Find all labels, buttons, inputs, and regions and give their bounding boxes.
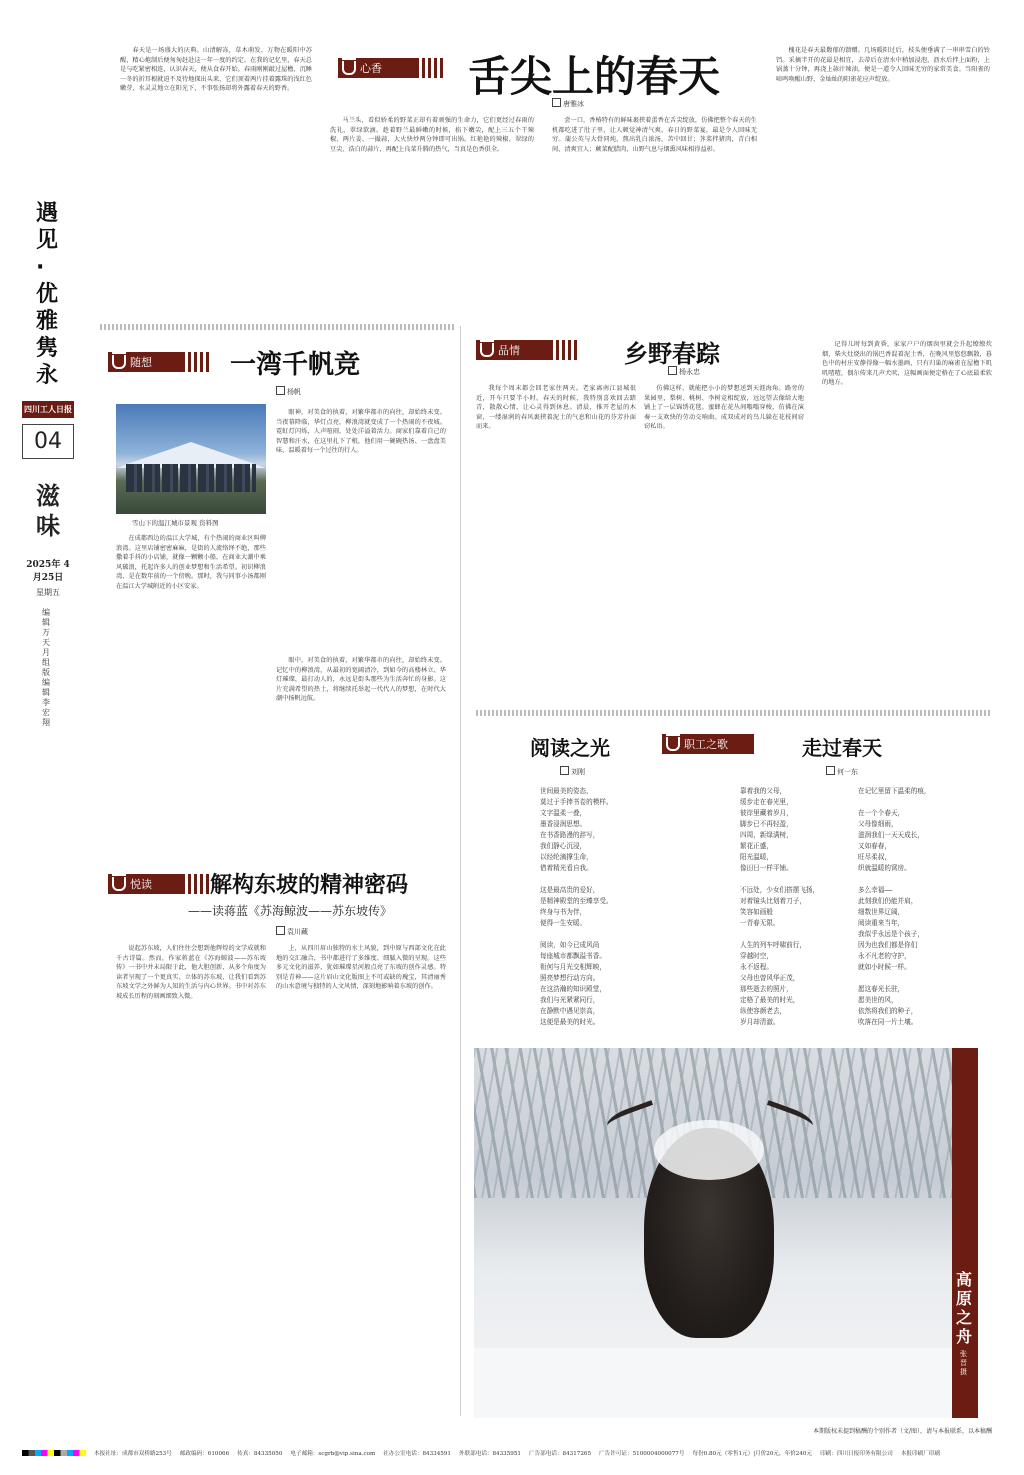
yak-photo-credit: 张晋摄	[960, 1350, 967, 1376]
footer-ads: 广告部电话：84317265	[528, 1451, 592, 1457]
stripes-decoration	[182, 874, 210, 894]
wanderer-byline: 杨帆	[276, 386, 301, 397]
city-photo-caption: 雪山下的温江城市景观 资料图	[132, 519, 219, 527]
top-divider	[100, 324, 456, 330]
reading-poem-title: 阅读之光	[530, 736, 610, 760]
village-title: 乡野春踪	[624, 340, 720, 368]
footer-proof: 本报印刷厂印刷	[900, 1451, 940, 1457]
footer-fax: 传真：84335050	[237, 1451, 283, 1457]
center-divider	[460, 326, 461, 1416]
wanderer-col-2: 眼神，对美食的执着，对繁华都市的向往，却始终未变。当夜幕降临，华灯点亮，柳浪湾就变成了一个热闹的不夜城。霓虹灯闪烁，人声喧闹，处处洋溢着活力。商家们靠着自己的智慧和汗水，在这里扎下了根，他们用一碗碗热汤、一盘盘美味，温暖着每一个过往的行人。	[276, 409, 446, 455]
village-byline: 杨永忠	[668, 366, 700, 377]
spring-col-1: 春天是一场盛大的庆典。山清解冻，草木萌发，万物在暖阳中苏醒，精心炮制后便匆匆赶赴这一年一度的约定。在我的记忆里，春天总是与吃紧密相连，认识春天，便从食春开始。春雨刚刚敲过屋檐，沉睡一冬的折耳根就迫不及待地探出头来，它们顶着两片挂着露珠的浅红色嫩芽，水灵灵地立在阳光下，不事张扬却将外露着春天的野香。	[120, 47, 312, 93]
spring-badge: 心香	[338, 58, 416, 78]
wanderer-col-1: 在成都西边的温江大学城，有个热闹的商业区叫柳浪湾。这里店铺密密麻麻，是街的人流络绎不绝，那些撒着手抖的小店铺，就像一颗颗小船，在商业大潮中乘风破浪，托起许多人的创业梦想和生活希望。初识柳浪湾，是在数年前的一个傍晚。那时，我与同事小汤都刚在温江大学城附近的小区安家。	[116, 535, 266, 590]
stripes-decoration	[550, 340, 578, 360]
walk-poem-byline: 何一东	[826, 766, 858, 777]
footer-bar	[22, 1446, 992, 1460]
village-col-1: 我每个周末都会回老家住两天。老家离南江县城很近，开车只要半小时。春天的时候，我特别喜欢回去踏青，散散心情，让心灵得到休息。清晨，推开老屋的木窗，一缕湿润的春风裹挟着泥土的气息和山花的芬芳扑面而来。	[476, 385, 636, 431]
teacup-icon	[342, 61, 356, 75]
teacup-icon	[112, 355, 126, 369]
section-title: 遇见·优雅隽永	[36, 201, 59, 388]
dongpo-byline: 袁川藏	[276, 926, 308, 937]
dongpo-badge: 悦读	[108, 874, 182, 894]
newspaper-logo: 四川工人日报	[22, 401, 74, 418]
worker-song-badge: 职工之歌	[662, 734, 754, 754]
stripes-decoration	[182, 352, 210, 372]
teacup-icon	[480, 343, 494, 357]
spring-title: 舌尖上的春天	[468, 52, 721, 101]
spring-byline: 唐雅冰	[552, 98, 584, 109]
footer-print: 印刷：四川日报印务有限公司	[820, 1451, 893, 1457]
dongpo-subtitle: ——读蒋蓝《苏海鲸波——苏东坡传》	[188, 904, 393, 918]
footer-outside: 外联部电话：84335951	[458, 1451, 521, 1457]
footer-price: 每份0.80元（零售1元）|月价20元，年价240元	[692, 1451, 813, 1457]
spring-col-2: 马兰头，看似娇柔的野菜正却有着顽强的生命力，它们更经过春雨的洗礼，翠绿欲滴。趁着野兰最鲜嫩的时候，掐下嫩尖，配上三五个干辣椒、两片姜、一撮蒜，大火快炒两分钟即可出锅。红艳艳的辣椒、翠绿的豆尖、浩白的蒜片，再配上良菜升腾的热气，当真是色香俱全。	[330, 117, 534, 153]
wanderer-col-3: 眼中，对美食的执着，对繁华都市的向往，却始终未变。记忆中的柳浪湾，从最初的宽阔清冷，到如今的高楼林立、华灯璀璨，最打动人的，永远是街头那些为生活奔忙的身影。这片充满希望的热土，将继续托举起一代代人的梦想，在时代大潮中扬帆远航。	[276, 657, 446, 703]
issue-date: 2025年 4月25日	[26, 560, 70, 583]
page-number: 04	[22, 424, 74, 459]
footer-address: 本报社址：成都市双桥路253号	[94, 1451, 172, 1457]
village-col-3: 记得儿时每到黄昏，家家户户的烟囱里就会升起缭缭炊烟，柴火灶烧出的锅巴香混着泥土香，在晚风里悠悠飘散，暮色中的村庄安静得像一幅水墨画，只有归巢的麻雀在屋檐下叽叽喳喳，偶尔传来几声犬吠，这幅画面便定格在了心底最柔软的地方。	[822, 341, 992, 387]
yak-snow-cover	[654, 1120, 764, 1180]
teacup-icon	[112, 877, 126, 891]
wanderer-title: 一湾千帆竞	[230, 350, 361, 380]
color-marks	[22, 1450, 86, 1456]
issue-weekday: 星期五	[36, 588, 60, 597]
editor-credits: 编辑 万天月 组版编辑 李宏翔	[42, 608, 50, 727]
stripes-decoration	[416, 58, 444, 78]
spring-col-3: 尝一口，香椿特有的鲜味裹挟着蛋香在舌尖绽放，仿佛把整个春天的生机都吃进了肚子里，让人顿觉神清气爽。春日的野菜宴，最是令人回味无穷。蒲公英与大骨同炖，熬出乳白浓汤，苦中回甘；荠菜拌猪肉，青白相间，清爽宜人；蕨菜配腊肉，山野气息与烟熏风味相得益彰。	[552, 117, 757, 153]
dongpo-title: 解构东坡的精神密码	[210, 873, 409, 898]
footer-postcode: 邮政编码：610066	[179, 1451, 230, 1457]
teacup-icon	[666, 737, 680, 751]
mid-divider	[476, 710, 992, 716]
dongpo-col-1: 说起苏东坡，人们往往会想到他辉煌的文学成就和千古诗篇。然而，作家蒋蓝在《苏海鲸波——苏东坡传》一书中并未局限于此，他大胆创新，从多个角度为读者呈现了一个更真实、立体的苏东坡，让我们看到苏东坡文学之外鲜为人知的生活与内心世界。书中对苏东坡成长历程的刻画细致入微。	[116, 945, 266, 1000]
section-name: 滋味	[36, 482, 60, 540]
footer-email: 电子邮箱：scgrb@vip.sina.com	[290, 1451, 376, 1457]
reading-poem-lines: 世间最美的姿态， 莫过于手捧书卷的模样。 文字温柔一叠， 墨香浸润思想。 在书香路漫的辞写， 我们静心沉浸， 以经纶滴撑生命， 借着精光看自我。 这是最高贵的爱好， 是精神殿堂的至臻享受。 终身与书为伴， 便得一生安暖。 阅读，如今已成风尚 每座城市都飘溢书香。 衔何与月光交相辉映， 照亮梦想行动方向。 在这浩瀚的知识殿堂， 我们与光紧紧同行， 在静默中遇见崇高， 这便是最美的时光。	[540, 787, 613, 1026]
snow-ground	[474, 1348, 952, 1418]
footer-license: 广告许可证：5100004000077号	[599, 1451, 685, 1457]
reading-poem-byline: 刘刚	[560, 766, 585, 777]
dongpo-col-2: 上，从四川眉山独特的水土风貌，到中原与西部文化在此地的交汇融合，书中都进行了多维度、细腻入微的呈现。这些多元文化的滋养，犹如璀璨星河般点亮了东坡的创作灵感。特别是青神——这片眉山文化版图上不可或缺的瑰宝，其清丽秀的山水意境与独特的人文风情，深刻地影响着东坡的创作。	[276, 945, 446, 991]
footer-dept: 社办公室电话：84334591	[383, 1451, 451, 1457]
city-photo	[116, 404, 266, 514]
yak-caption-title: 高原之舟	[956, 1270, 973, 1346]
masthead-sidebar	[22, 200, 74, 760]
skyline-shape	[126, 464, 256, 492]
yak-photo	[474, 1048, 952, 1418]
copyright-note: 本期版权未提到稿酬的个别作者（文/图），请与本报联系，以本稿酬	[812, 1428, 992, 1435]
spring-col-4: 槐花是春天最馥郁的馈赠。几场暖阳过后，枝头便垂满了一串串雪白的铃铛。采摘半开的花最是相宜，去蒂后在清水中稍加浸泡，沥水后拌上面粉，上锅蒸十分钟，再浇上蒜汁辣油，便是一道令人回味无穷的家常美食。当阳雀的啼鸣唤醒山野，金灿灿的阳雀花应声绽放。	[776, 47, 990, 83]
village-badge: 品情	[476, 340, 550, 360]
wanderer-badge: 随想	[108, 352, 182, 372]
walk-poem-title: 走过春天	[802, 736, 882, 760]
walk-poem-col-2: 在记忆里留下温柔的痕， 在一个个春天， 父母像细雨， 滋润我们一天天成长， 又如春春， 旺尽柔叔， 织就温暖的窝房。 多么幸福—— 此刻我们仍能并肩， 细数世界辽阔， 阅读重来当年， 我似乎永远是个孩子， 因为也我们都是你们 永不凡老的守护， 就如小时候一样。 愿这春光长驻， 愿美世的风， 依然将我们的种子， 吹落在同一片土壤。	[858, 787, 931, 1026]
walk-poem-col-1: 靠着我的父母， 缓步走在春光里， 彼岸里藏着岁月， 脚步已不再轻盈， 四周，新绿满树， 繁花正盛， 阳光温暖， 像田日一样平铺。 不远处，少女们搭摆飞扬， 对着镜头比划着刀子， 笑容如画般 一青春无限。 人生的列车呼啸前行， 穿越时空， 永不返程。 父母也曾风华正茂， 那些逝去的照片， 定格了最美的时光， 纵使容颜老去， 岁月却清澈。	[740, 787, 820, 1026]
village-col-2: 仿佛这样，就能把小小的梦想送到天涯海角。路旁的果园里，梨树、桃树、李树竞相绽放，远远望去像给大地铺上了一层锦绣花毯。蜜蜂在花丛间嗡嗡穿梭，仿佛在演奏一支欢快的劳动交响曲。成双成对的鸟儿躲在花枝间窃窃私语。	[644, 385, 804, 431]
